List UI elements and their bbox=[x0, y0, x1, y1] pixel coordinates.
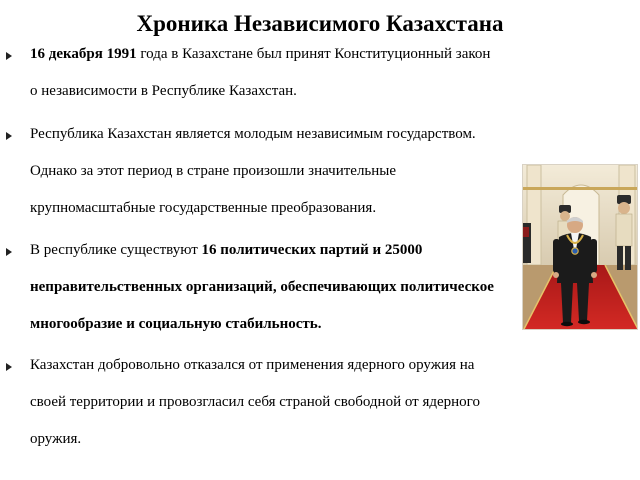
gold-trim bbox=[523, 187, 638, 190]
plain-text: оружия. bbox=[30, 431, 82, 447]
bullet-line bbox=[30, 277, 494, 297]
plain-text: своей территории и провозгласил себя страной свободной от ядерного bbox=[30, 394, 480, 410]
plain-text: о независимости в Республике Казахстан. bbox=[30, 83, 297, 99]
bold-text: 16 декабря 1991 bbox=[30, 46, 137, 62]
honor-guard-edge bbox=[523, 223, 531, 263]
bold-text: неправительственных организаций, обеспечивающих политическое bbox=[30, 279, 494, 295]
bullet-line bbox=[30, 198, 376, 218]
bold-text: 16 политических партий и 25000 bbox=[201, 242, 423, 258]
bullet-line bbox=[30, 44, 490, 64]
plain-text: Казахстан добровольно отказался от применения ядерного оружия на bbox=[30, 357, 475, 373]
bullet-line bbox=[30, 355, 474, 375]
bullet-line bbox=[30, 429, 81, 449]
plain-text: года в Казахстане был принят Конституционный закон bbox=[136, 46, 491, 62]
bold-text: многообразие и социальную стабильность. bbox=[30, 316, 322, 332]
bullet-arrow-icon bbox=[6, 52, 12, 60]
bullet-arrow-icon bbox=[6, 132, 12, 140]
plain-text: Однако за этот период в стране произошли значительные bbox=[30, 163, 397, 179]
slide-title: Хроника Независимого Казахстана bbox=[136, 11, 504, 36]
ceremony-photo-illustration bbox=[523, 165, 638, 330]
bullet-line bbox=[30, 240, 422, 260]
bullet-arrow-icon bbox=[6, 363, 12, 371]
plain-text: крупномасштабные государственные преобразования. bbox=[30, 200, 377, 216]
bullet-line bbox=[30, 392, 480, 412]
bullet-line bbox=[30, 124, 476, 144]
bullet-line bbox=[30, 81, 297, 101]
plain-text: Республика Казахстан является молодым независимым государством. bbox=[30, 126, 476, 142]
ceremony-photo bbox=[522, 164, 638, 330]
plain-text: В республике существуют bbox=[30, 242, 202, 258]
bullet-arrow-icon bbox=[6, 248, 12, 256]
bullet-line bbox=[30, 161, 396, 181]
bullet-line bbox=[30, 314, 321, 334]
